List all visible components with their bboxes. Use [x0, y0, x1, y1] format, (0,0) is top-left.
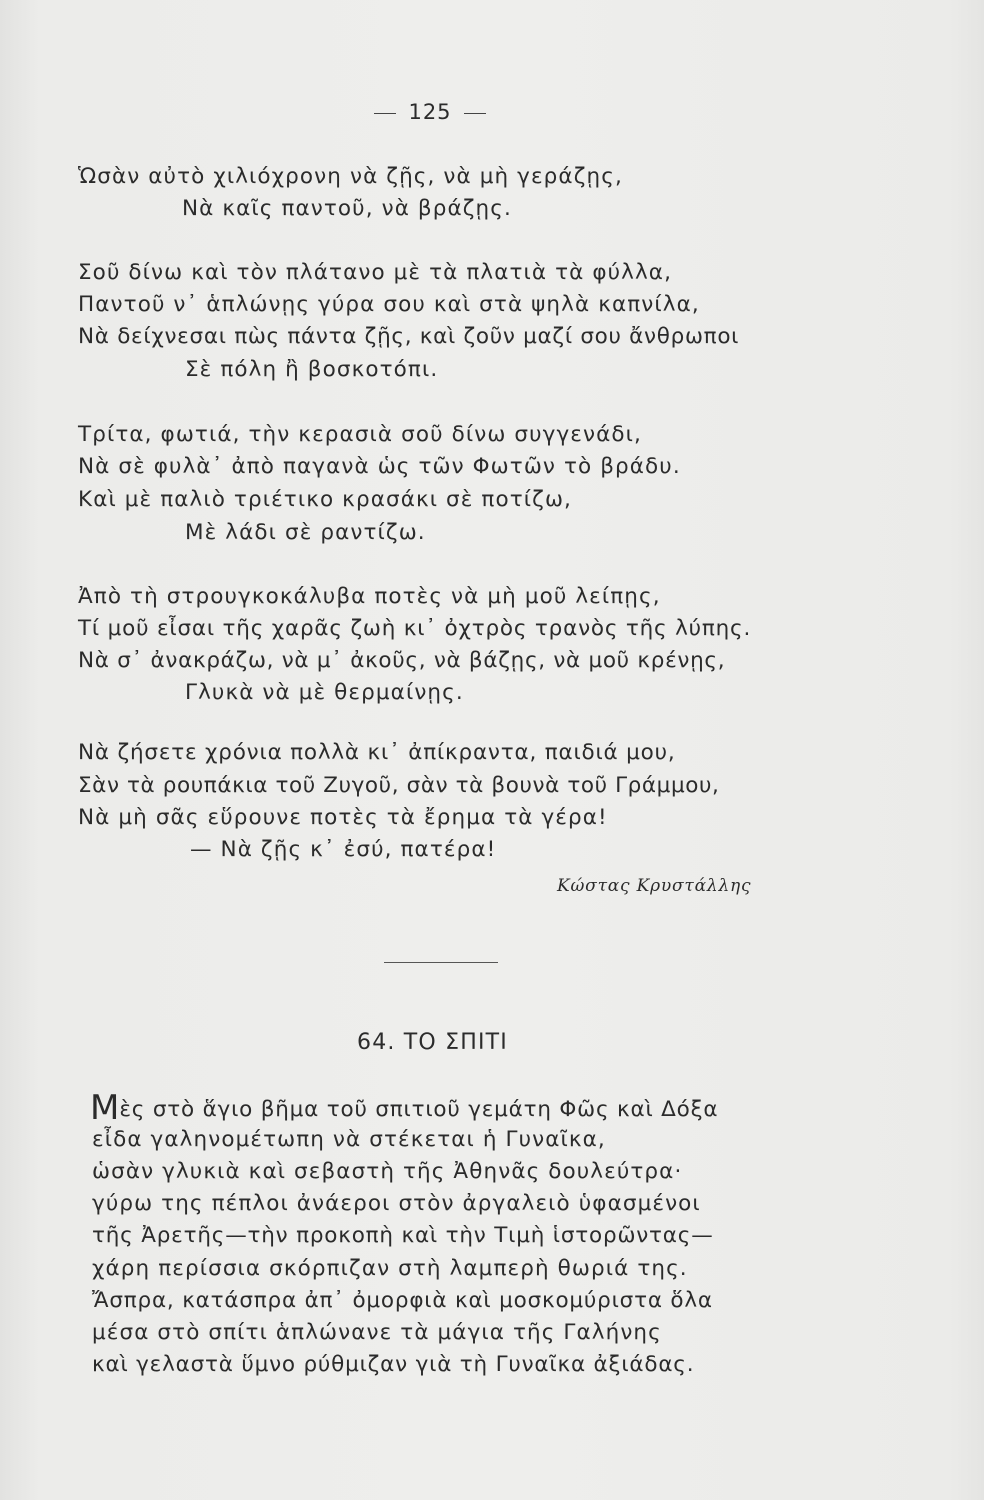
poem-line: Νὰ δείχνεσαι πὼς πάντα ζῇς, καὶ ζοῦν μαζί σου ἄνθρωποι: [78, 324, 740, 349]
poem-line: Τί μοῦ εἶσαι τῆς χαρᾶς ζωὴ κι᾽ ὀχτρὸς τρανὸς τῆς λύπης.: [78, 616, 752, 641]
section-line: γύρω της πέπλοι ἀνάεροι στὸν ἀργαλειὸ ὑφασμένοι: [92, 1191, 701, 1216]
poem-line: Ἀπὸ τὴ στρουγκοκάλυβα ποτὲς νὰ μὴ μοῦ λείπῃς,: [78, 584, 661, 609]
poem-line: Τρίτα, φωτιά, τὴν κερασιὰ σοῦ δίνω συγγενάδι,: [78, 422, 642, 447]
poem-line: Σοῦ δίνω καὶ τὸν πλάτανο μὲ τὰ πλατιὰ τὰ φύλλα,: [78, 260, 673, 285]
poem-line: Γλυκὰ νὰ μὲ θερμαίνῃς.: [185, 680, 464, 705]
poem-author: Κώστας Κρυστάλλης: [557, 876, 752, 896]
section-line: Ἄσπρα, κατάσπρα ἀπ᾽ ὀμορφιὰ καὶ μοσκομύριστα ὅλα: [92, 1288, 713, 1313]
poem-line: Νὰ σὲ φυλὰ᾽ ἀπὸ παγανὰ ὡς τῶν Φωτῶν τὸ βράδυ.: [78, 454, 681, 479]
section-line: χάρη περίσσια σκόρπιζαν στὴ λαμπερὴ θωριά της.: [92, 1256, 688, 1281]
section-line: ὡσὰν γλυκιὰ καὶ σεβαστὴ τῆς Ἀθηνᾶς δουλεύτρα·: [92, 1159, 683, 1184]
section-first-line-text: ὲς στὸ ἅγιο βῆμα τοῦ σπιτιοῦ γεμάτη Φῶς καὶ Δόξα: [119, 1097, 719, 1122]
section-line: μέσα στὸ σπίτι ἁπλώνανε τὰ μάγια τῆς Γαλήνης: [92, 1320, 662, 1345]
poem-line: Καὶ μὲ παλιὸ τριέτικο κρασάκι σὲ ποτίζω,: [78, 487, 572, 512]
page-number-dash-left: [374, 113, 396, 114]
poem-line: Ὡσὰν αὐτὸ χιλιόχρονη νὰ ζῇς, νὰ μὴ γεράζῃς,: [78, 164, 623, 189]
section-divider: [384, 962, 498, 963]
section-title: 64. ΤΟ ΣΠΙΤΙ: [357, 1030, 508, 1055]
section-line: εἶδα γαληνομέτωπη νὰ στέκεται ἡ Γυναῖκα,: [92, 1127, 606, 1152]
poem-line: Νὰ μὴ σᾶς εὕρουνε ποτὲς τὰ ἔρημα τὰ γέρα!: [78, 805, 608, 830]
section-line: τῆς Ἀρετῆς—τὴν προκοπὴ καὶ τὴν Τιμὴ ἱστορῶντας—: [92, 1223, 714, 1248]
page-number-dash-right: [464, 113, 486, 114]
page-number: [0, 100, 860, 124]
poem-line: Παντοῦ ν᾽ ἁπλώνῃς γύρα σου καὶ στὰ ψηλὰ καπνίλα,: [78, 292, 700, 317]
poem-line: Νὰ σ᾽ ἀνακράζω, νὰ μ᾽ ἀκοῦς, νὰ βάζῃς, νὰ μοῦ κρένῃς,: [78, 648, 726, 673]
poem-line: — Νὰ ζῇς κ᾽ ἐσύ, πατέρα!: [190, 837, 497, 862]
poem-line: Σὰν τὰ ρουπάκια τοῦ Ζυγοῦ, σὰν τὰ βουνὰ τοῦ Γράμμου,: [78, 773, 720, 798]
section-first-line: [90, 1088, 719, 1128]
dropcap: Μ: [90, 1088, 120, 1128]
poem-line: Νὰ ζήσετε χρόνια πολλὰ κι᾽ ἀπίκραντα, παιδιά μου,: [78, 740, 676, 765]
poem-line: Νὰ καῖς παντοῦ, νὰ βράζῃς.: [182, 196, 512, 221]
page-number-text: 125: [408, 100, 452, 124]
poem-line: Σὲ πόλη ἢ βοσκοτόπι.: [185, 357, 439, 382]
poem-line: Μὲ λάδι σὲ ραντίζω.: [185, 520, 426, 545]
section-line: καὶ γελαστὰ ὕμνο ρύθμιζαν γιὰ τὴ Γυναῖκα ἀξιάδας.: [92, 1352, 695, 1377]
